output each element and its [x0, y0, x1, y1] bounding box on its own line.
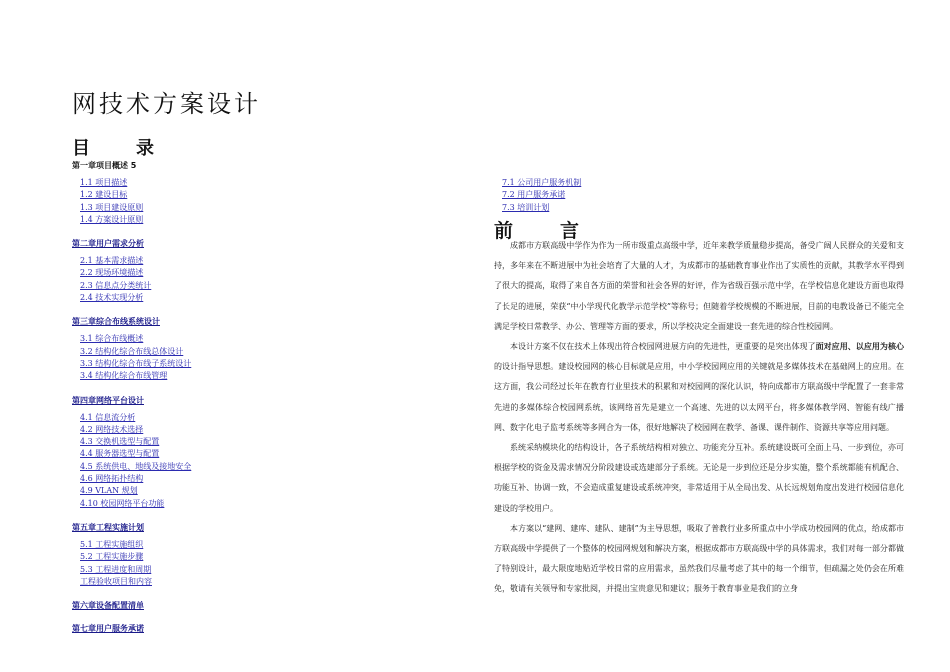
- toc-item[interactable]: 7.3 培训计划: [502, 202, 550, 212]
- preface-paragraph-3: 系统采纳模块化的结构设计，各子系统结构相对独立、功能充分互补。系统建设既可全面上马、一步到位，亦可根据学校的资金及需求情况分阶段建设或选建部分子系统。无论是一步到位还是分步实施，整个系统都能有机配合、功能互补、协调一致，不会造成重复建设或系统冲突，非常适用于从全局出发、从长远规划角度出发进行校园信息化建设的学校用户。: [494, 443, 904, 513]
- toc-item[interactable]: 1.4 方案设计原则: [80, 214, 144, 224]
- toc-item[interactable]: 4.10 校园网络平台功能: [80, 498, 165, 508]
- toc-item[interactable]: 2.2 现场环境描述: [80, 268, 144, 278]
- toc-item[interactable]: 工程验收项目和内容: [80, 576, 152, 586]
- toc-item[interactable]: 4.3 交换机选型与配置: [80, 437, 160, 447]
- toc-chapter-5[interactable]: 第五章工程实施计划: [72, 522, 144, 532]
- toc-chapter-1: 第一章项目概述 5: [72, 161, 137, 170]
- table-of-contents-continued: [502, 177, 802, 214]
- document-title: 网技术方案设计: [72, 90, 261, 118]
- toc-item[interactable]: 5.1 工程实施组织: [80, 539, 144, 549]
- toc-item[interactable]: 5.2 工程实施步骤: [80, 552, 144, 562]
- toc-item[interactable]: 3.3 结构化综合布线子系统设计: [80, 358, 192, 368]
- toc-item[interactable]: 4.2 网络技术选择: [80, 424, 144, 434]
- toc-chapter-2[interactable]: 第二章用户需求分析: [72, 239, 144, 249]
- preface-paragraph-2: [494, 337, 904, 438]
- table-of-contents: [72, 160, 432, 634]
- toc-item[interactable]: 4.5 系统供电、地线及接地安全: [80, 461, 192, 471]
- toc-item[interactable]: 2.4 技术实现分析: [80, 293, 144, 303]
- preface-paragraph-1: 成都市方联高级中学作为作为一所市级重点高级中学，近年来教学质量稳步提高，备受广阔人民群众的关爱和支持，多年来在不断进展中为社会培育了大量的人才，为成都市的基础教育事业作出了实质性的贡献，其教学水平得到了很大的提高，取得了来自各方面的荣誉和社会各界的好评，作为省级百强示范中学，在学校信息化建设方面也取得了长足的进展，荣获“中小学现代化教学示范学校”等称号；但随着学校规模的不断进展，目前的电教设备已不能完全满足学校日常教学、办公、管理等方面的要求，所以学校决定全面建设一套先进的综合性校园网。: [494, 241, 904, 331]
- toc-item[interactable]: 5.3 工程进度和周期: [80, 564, 152, 574]
- toc-chapter-2-items: [80, 255, 432, 304]
- toc-item[interactable]: 2.3 信息点分类统计: [80, 280, 152, 290]
- toc-chapter-1-items: [80, 177, 432, 226]
- preface-heading: 前 言: [494, 220, 594, 242]
- toc-chapter-4[interactable]: 第四章网络平台设计: [72, 395, 144, 405]
- toc-item[interactable]: 4.1 信息流分析: [80, 412, 136, 422]
- toc-chapter-7-items: [502, 177, 802, 214]
- toc-chapter-3-items: [80, 333, 432, 382]
- toc-chapter-6[interactable]: 第六章设备配置清单: [72, 601, 144, 611]
- toc-item[interactable]: 4.4 服务器选型与配置: [80, 449, 160, 459]
- toc-item[interactable]: 3.4 结构化综合布线管理: [80, 371, 168, 381]
- toc-item[interactable]: 4.9 VLAN 规划: [80, 486, 138, 496]
- toc-chapter-3[interactable]: 第三章综合布线系统设计: [72, 317, 160, 327]
- toc-item[interactable]: 2.1 基本需求描述: [80, 256, 144, 266]
- preface-paragraph-2-start: 本设计方案不仅在技术上体现出符合校园网进展方向的先进性，更重要的是突出体现了: [510, 342, 816, 352]
- toc-item[interactable]: 3.2 结构化综合布线总体设计: [80, 346, 184, 356]
- toc-item[interactable]: 1.3 项目建设原则: [80, 202, 144, 212]
- toc-item[interactable]: 1.2 建设目标: [80, 190, 128, 200]
- preface-emphasis: 面对应用、以应用为核心: [815, 342, 905, 352]
- toc-item[interactable]: 3.1 综合布线概述: [80, 334, 144, 344]
- toc-item[interactable]: 7.1 公司用户服务机制: [502, 178, 582, 187]
- toc-chapter-7[interactable]: 第七章用户服务承诺: [72, 624, 144, 634]
- toc-heading: 目 录: [72, 138, 168, 159]
- toc-chapter-4-items: [80, 412, 432, 510]
- toc-item[interactable]: 7.2 用户服务承诺: [502, 190, 566, 200]
- toc-item[interactable]: 4.6 网络拓扑结构: [80, 474, 144, 484]
- preface-paragraph-4: 本方案以“建网、建库、建队、建制”为主导思想，吸取了普教行业多所重点中小学成功校园网的优点，给成都市方联高级中学提供了一个整体的校园网规划和解决方案，根据成都市方联高级中学的具体需求，我们对每一部分都做了特别设计，最大限度地贴近学校日常的应用需求，虽然我们尽量考虑了其中的每一个细节，但疏漏之处仍会在所难免，敬请有关领导和专家批阅，并提出宝贵意见和建议；服务于教育事业是我们的立身: [494, 523, 904, 594]
- toc-chapter-5-items: [80, 539, 432, 588]
- preface-paragraph-2-rest: 的设计指导思想。建设校园网的核心目标就是应用，中小学校园网应用的关键就是多媒体技术在基础网上的应用。在这方面，我公司经过长年在教育行业里技术的积累和对校园网的深化认识，特向成都市方联高级中学配置了一套非常先进的多媒体综合校园网系统，该网络首先是建立一个高速、先进的以太网平台，将多媒体教学网、智能有线广播网、数字化电子监考系统等多网合为一体，很好地解决了校园网在教学、备课、课件制作、资源共享等应用问题。: [494, 362, 904, 432]
- preface-body: [494, 236, 904, 600]
- toc-item[interactable]: 1.1 项目描述: [80, 178, 128, 187]
